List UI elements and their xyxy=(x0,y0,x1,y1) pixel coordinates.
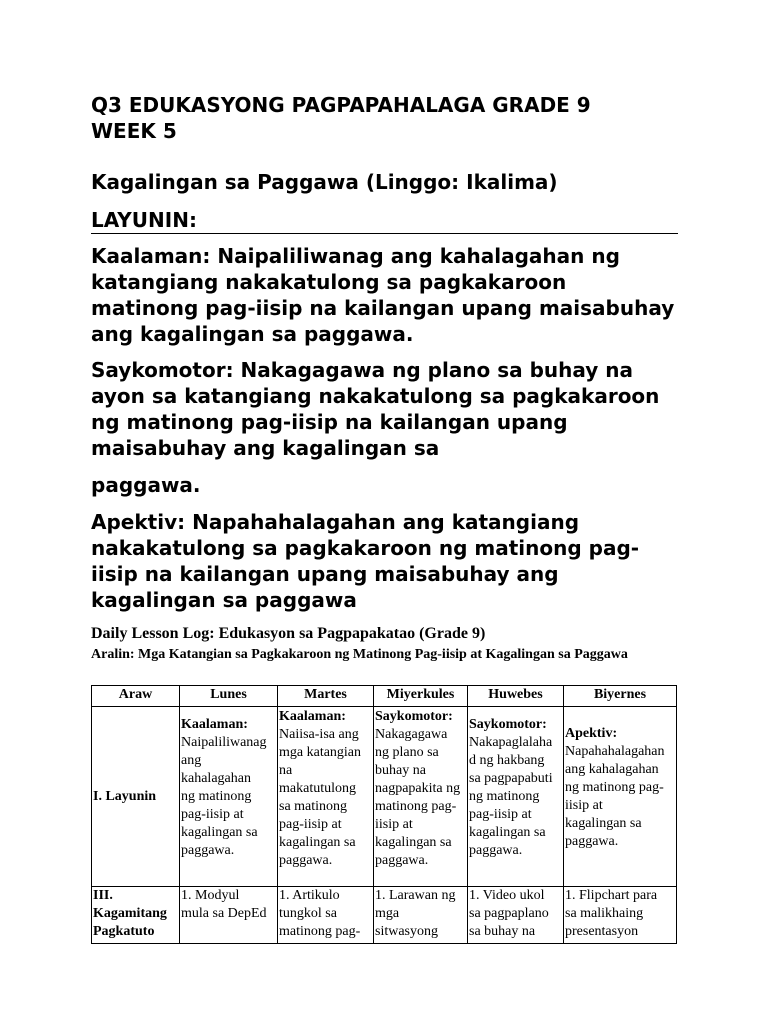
section-heading-layunin: LAYUNIN: xyxy=(91,207,678,234)
cell-text: 1. Artikulo tungkol sa matinong pag- xyxy=(279,888,361,939)
cell-label: Saykomotor: xyxy=(375,709,453,724)
objective-line: matinong pag-iisip na kailangan upang maisabuhay xyxy=(91,296,675,320)
table-cell xyxy=(278,887,374,944)
table-cell xyxy=(180,887,278,944)
cell-label: Kaalaman: xyxy=(181,717,248,732)
cell-label: Kaalaman: xyxy=(279,709,346,724)
table-cell xyxy=(468,707,564,887)
row-header-kagamitan xyxy=(92,887,180,944)
table-header-row xyxy=(92,686,677,707)
cell-text: 1. Larawan ng mga sitwasyong xyxy=(375,888,456,939)
cell-text: Nakapaglalaha d ng hakbang sa pagpapabuti ng matinong pag-iisip at kagalingan sa paggawa. xyxy=(469,735,553,858)
column-header-biyernes: Biyernes xyxy=(564,686,677,707)
objective-line: ayon sa katangiang nakakatulong sa pagkakaroon xyxy=(91,384,660,408)
objective-line: katangiang nakakatulong sa pagkakaroon xyxy=(91,270,567,294)
cell-text: Naiisa-isa ang mga katangian na makatutulong sa matinong pag-iisip at kagalingan sa paggawa. xyxy=(279,727,362,868)
cell-label: Saykomotor: xyxy=(469,717,547,732)
column-header-araw: Araw xyxy=(92,686,180,707)
objective-line: maisabuhay ang kagalingan sa xyxy=(91,436,440,460)
column-header-miyerkules: Miyerkules xyxy=(374,686,468,707)
title-line: WEEK 5 xyxy=(91,119,177,143)
cell-label: Apektiv: xyxy=(565,726,618,741)
column-header-huwebes: Huwebes xyxy=(468,686,564,707)
cell-text: 1. Flipchart para sa malikhaing presentasyon xyxy=(565,888,658,939)
objective-line: ng matinong pag-iisip na kailangan upang xyxy=(91,410,568,434)
objective-kaalaman xyxy=(91,243,691,347)
document-subtitle: Kagalingan sa Paggawa (Linggo: Ikalima) xyxy=(91,170,558,194)
objective-line: kagalingan sa paggawa xyxy=(91,588,357,612)
objective-line: iisip na kailangan upang maisabuhay ang xyxy=(91,562,559,586)
cell-text: 1. Video ukol sa pagpaplano sa buhay na xyxy=(469,888,549,939)
objective-saykomotor xyxy=(91,357,691,461)
objective-line: Apektiv: Napahahalagahan ang katangiang xyxy=(91,510,580,534)
table-row xyxy=(92,887,677,944)
row-header-label: I. Layunin xyxy=(93,788,157,804)
objective-line: nakakatulong sa pagkakaroon ng matinong pag- xyxy=(91,536,640,560)
objective-line: ang kagalingan sa paggawa. xyxy=(91,322,414,346)
table-cell xyxy=(564,887,677,944)
objective-line: Saykomotor: Nakagagawa ng plano sa buhay na xyxy=(91,358,634,382)
column-header-martes: Martes xyxy=(278,686,374,707)
row-header-label: III. Kagamitang Pagkatuto xyxy=(93,888,167,939)
table-cell xyxy=(468,887,564,944)
objective-line: Kaalaman: Naipaliliwanag ang kahalagahan ng xyxy=(91,244,620,268)
column-header-lunes: Lunes xyxy=(180,686,278,707)
table-cell xyxy=(374,887,468,944)
cell-text: Nakagagawa ng plano sa buhay na nagpapakita ng matinong pag- iisip at kagalingan sa paggawa. xyxy=(375,727,461,868)
row-header-layunin xyxy=(92,707,180,887)
cell-text: Naipaliliwanag ang kahalagahan ng matinong pag-iisip at kagalingan sa paggawa. xyxy=(181,735,267,858)
cell-text: Napahahalagahan ang kahalagahan ng matinong pag- iisip at kagalingan sa paggawa. xyxy=(565,744,665,849)
objective-saykomotor-tail: paggawa. xyxy=(91,473,201,497)
lesson-log-title: Daily Lesson Log: Edukasyon sa Pagpapakatao (Grade 9) xyxy=(91,625,486,642)
lesson-log-aralin: Aralin: Mga Katangian sa Pagkakaroon ng Matinong Pag-iisip at Kagalingan sa Paggawa xyxy=(91,647,628,662)
cell-text: 1. Modyul mula sa DepEd xyxy=(181,888,267,921)
table-cell xyxy=(180,707,278,887)
title-line: Q3 EDUKASYONG PAGPAPAHALAGA GRADE 9 xyxy=(91,93,591,117)
table-row xyxy=(92,707,677,887)
document-title xyxy=(91,92,691,144)
table-cell xyxy=(374,707,468,887)
objective-apektiv xyxy=(91,509,691,613)
lesson-log-table xyxy=(91,685,677,944)
table-cell xyxy=(564,707,677,887)
table-cell xyxy=(278,707,374,887)
